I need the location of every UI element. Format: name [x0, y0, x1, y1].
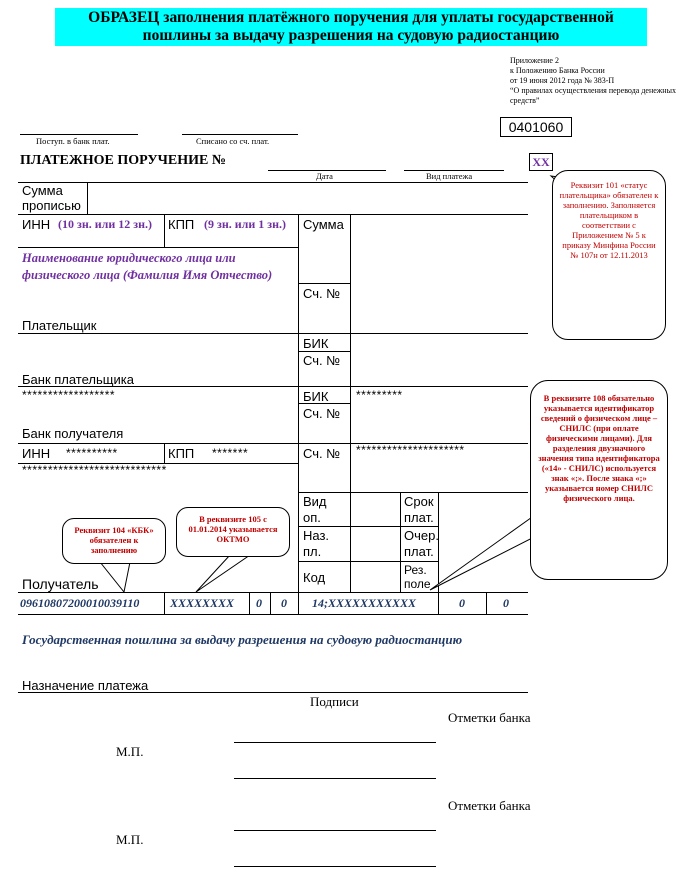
- inn-hint: (10 зн. или 12 зн.): [58, 217, 153, 231]
- payer-name-hint: Наименование юридического лица или физического лица (Фамилия Имя Отчество): [22, 251, 273, 282]
- form-code: 0401060: [500, 117, 572, 137]
- signatures-label: Подписи: [310, 694, 359, 709]
- payee-inn-label: ИНН: [22, 446, 51, 461]
- note-108: В реквизите 108 обязательно указывается идентификатор сведений о физическом лице – СНИЛС (при оплате физическими лицами). Для разделения двузначного значения типа идентификатора («14» - СНИЛС) используется знак «;». После знака «;» указывается номер СНИЛС физического лица.: [530, 380, 668, 580]
- appendix-line: Приложение 2: [510, 56, 559, 65]
- payer-label: Плательщик: [22, 318, 97, 333]
- field-106[interactable]: 0: [256, 596, 262, 610]
- payer-bank-label: Банк плательщика: [22, 372, 134, 387]
- payee-kpp-label: КПП: [168, 446, 195, 461]
- sum-words-label: Сумма прописью: [22, 183, 81, 213]
- payee-account-stars: *********************: [356, 443, 465, 457]
- reserve-label: Рез. поле: [404, 563, 431, 591]
- payee-name-stars: ****************************: [22, 463, 167, 477]
- payment-type-label: Вид платежа: [426, 171, 473, 181]
- note-105: В реквизите 105 с 01.01.2014 указывается ОКТМО: [176, 507, 290, 557]
- payee-account-label: Сч. №: [303, 446, 341, 461]
- op-type-label: Вид оп.: [303, 494, 327, 525]
- field-108[interactable]: 14;XXXXXXXXXXX: [312, 596, 417, 610]
- page-title: ОБРАЗЕЦ заполнения платёжного поручения для уплаты государственной пошлины за выдачу разрешения на судовую радиостанцию: [55, 8, 647, 46]
- doc-title: ПЛАТЕЖНОЕ ПОРУЧЕНИЕ №: [20, 153, 226, 168]
- sum-label: Сумма: [303, 217, 344, 232]
- field-109[interactable]: 0: [459, 596, 465, 610]
- purpose-label: Назначение платежа: [22, 678, 149, 693]
- mp-label: М.П.: [116, 832, 144, 847]
- field-110[interactable]: 0: [503, 596, 509, 610]
- appendix-line: “О правилах осуществления перевода денежных средств”: [510, 86, 676, 105]
- payer-account-label: Сч. №: [303, 286, 341, 301]
- purpose-text: Государственная пошлина за выдачу разрешения на судовую радиостанцию: [22, 632, 463, 647]
- payee-kpp-stars: *******: [212, 446, 249, 460]
- bank-marks-label: Отметки банка: [448, 710, 531, 725]
- callout-104-tail: [100, 562, 130, 592]
- payee-inn-stars: **********: [66, 446, 118, 460]
- payer-bank-account-label: Сч. №: [303, 353, 341, 368]
- payee-bank-stars: ******************: [22, 388, 116, 402]
- payee-label: Получатель: [22, 576, 99, 592]
- appendix-line: от 19 июня 2012 года № 383-П: [510, 76, 615, 85]
- debited-label: Списано со сч. плат.: [196, 136, 270, 146]
- payee-bik-stars: *********: [356, 388, 403, 402]
- purpose-code-label: Наз. пл.: [303, 528, 330, 559]
- note-101: Реквизит 101 «статус плательщика» обязателен к заполнению. Заполняется плательщиком в соответствии с Приложением № 5 к приказу Минфина России № 107н от 12.11.2013: [552, 170, 666, 340]
- mp-label: М.П.: [116, 744, 144, 759]
- note-104: Реквизит 104 «КБК» обязателен к заполнению: [62, 518, 166, 564]
- payee-bank-label: Банк получателя: [22, 426, 124, 441]
- received-label: Поступ. в банк плат.: [36, 136, 110, 146]
- callout-105-tail: [196, 555, 250, 592]
- payee-bik-label: БИК: [303, 389, 329, 404]
- date-label: Дата: [316, 171, 333, 181]
- status-value: XX: [532, 155, 550, 169]
- code-label: Код: [303, 570, 326, 585]
- kpp-label: КПП: [168, 217, 195, 232]
- payer-bik-label: БИК: [303, 336, 329, 351]
- kpp-hint: (9 зн. или 1 зн.): [204, 217, 287, 231]
- oktmo-value[interactable]: XXXXXXXX: [170, 596, 235, 610]
- field-107[interactable]: 0: [281, 596, 287, 610]
- appendix-line: к Положению Банка России: [510, 66, 605, 75]
- due-label: Срок плат.: [404, 494, 434, 525]
- payee-bank-account-label: Сч. №: [303, 406, 341, 421]
- kbk-value[interactable]: 09610807200010039110: [20, 596, 140, 610]
- inn-label-text: ИНН: [22, 217, 51, 232]
- order-label: Очер. плат.: [404, 528, 439, 559]
- bank-marks-label: Отметки банка: [448, 798, 531, 813]
